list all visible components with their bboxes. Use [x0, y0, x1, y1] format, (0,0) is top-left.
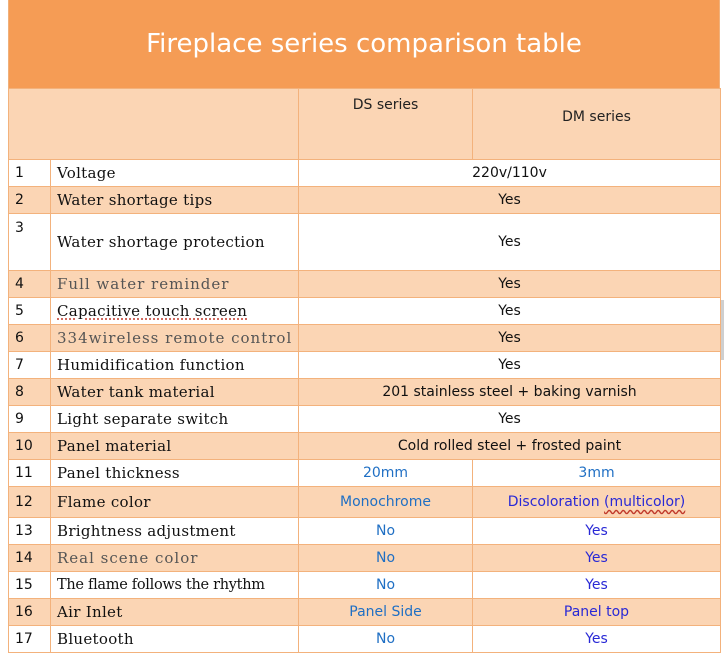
ds-value: Monochrome	[299, 487, 473, 518]
shared-value: Yes	[299, 352, 721, 379]
dm-value-extra: (multicolor)	[604, 494, 686, 510]
feature-name-text: Capacitive touch screen	[57, 302, 248, 320]
dm-value: Yes	[473, 518, 721, 545]
row-number: 10	[9, 433, 51, 460]
table-row	[9, 298, 721, 325]
header-dm-series: DM series	[473, 89, 721, 160]
dm-value: Yes	[473, 572, 721, 599]
table-row	[9, 379, 721, 406]
dm-value: Panel top	[473, 599, 721, 626]
feature-name: Full water reminder	[51, 271, 299, 298]
feature-name: Water shortage protection	[51, 214, 299, 271]
row-number: 14	[9, 545, 51, 572]
row-number: 7	[9, 352, 51, 379]
row-number: 9	[9, 406, 51, 433]
table-row	[9, 325, 721, 352]
feature-name: The flame follows the rhythm	[51, 572, 299, 599]
dm-value: Yes	[473, 626, 721, 653]
table-row	[9, 352, 721, 379]
feature-name: Panel thickness	[51, 460, 299, 487]
row-number: 5	[9, 298, 51, 325]
table-row	[9, 518, 721, 545]
dm-value	[473, 487, 721, 518]
ds-value: No	[299, 626, 473, 653]
row-number: 8	[9, 379, 51, 406]
comparison-table-container	[8, 0, 720, 653]
table-row	[9, 545, 721, 572]
row-number: 11	[9, 460, 51, 487]
table-row	[9, 626, 721, 653]
row-number: 15	[9, 572, 51, 599]
row-number: 1	[9, 160, 51, 187]
table-row	[9, 433, 721, 460]
feature-name: Air Inlet	[51, 599, 299, 626]
ds-value: 20mm	[299, 460, 473, 487]
feature-name: Bluetooth	[51, 626, 299, 653]
feature-name: Real scene color	[51, 545, 299, 572]
ds-value: No	[299, 545, 473, 572]
table-row	[9, 487, 721, 518]
header-blank-cell	[9, 89, 299, 160]
table-row	[9, 599, 721, 626]
ds-value: No	[299, 572, 473, 599]
shared-value: Yes	[299, 325, 721, 352]
shared-value: Cold rolled steel + frosted paint	[299, 433, 721, 460]
table-row	[9, 271, 721, 298]
row-number: 16	[9, 599, 51, 626]
shared-value: Yes	[299, 406, 721, 433]
shared-value: Yes	[299, 214, 721, 271]
table-row	[9, 406, 721, 433]
table-title: Fireplace series comparison table	[8, 0, 720, 88]
dm-value-main: Discoloration	[507, 494, 605, 510]
feature-name: Flame color	[51, 487, 299, 518]
row-number: 13	[9, 518, 51, 545]
table-row	[9, 460, 721, 487]
scrollbar-fragment	[721, 300, 724, 360]
dm-value: 3mm	[473, 460, 721, 487]
row-number: 3	[9, 214, 51, 271]
dm-value: Yes	[473, 545, 721, 572]
row-number: 12	[9, 487, 51, 518]
row-number: 6	[9, 325, 51, 352]
shared-value: 220v/110v	[299, 160, 721, 187]
ds-value: No	[299, 518, 473, 545]
shared-value: 201 stainless steel + baking varnish	[299, 379, 721, 406]
feature-name: Water shortage tips	[51, 187, 299, 214]
feature-name: Light separate switch	[51, 406, 299, 433]
shared-value: Yes	[299, 271, 721, 298]
row-number: 17	[9, 626, 51, 653]
feature-name	[51, 298, 299, 325]
feature-name: Brightness adjustment	[51, 518, 299, 545]
feature-name: Water tank material	[51, 379, 299, 406]
row-number: 4	[9, 271, 51, 298]
table-row	[9, 160, 721, 187]
header-ds-series: DS series	[299, 89, 473, 160]
header-row	[9, 89, 721, 160]
ds-value: Panel Side	[299, 599, 473, 626]
feature-name: Voltage	[51, 160, 299, 187]
shared-value: Yes	[299, 298, 721, 325]
feature-name: Humidification function	[51, 352, 299, 379]
table-row	[9, 214, 721, 271]
shared-value: Yes	[299, 187, 721, 214]
feature-name: 334wireless remote control	[51, 325, 299, 352]
table-row	[9, 187, 721, 214]
row-number: 2	[9, 187, 51, 214]
table-row	[9, 572, 721, 599]
comparison-table	[8, 88, 721, 653]
feature-name: Panel material	[51, 433, 299, 460]
